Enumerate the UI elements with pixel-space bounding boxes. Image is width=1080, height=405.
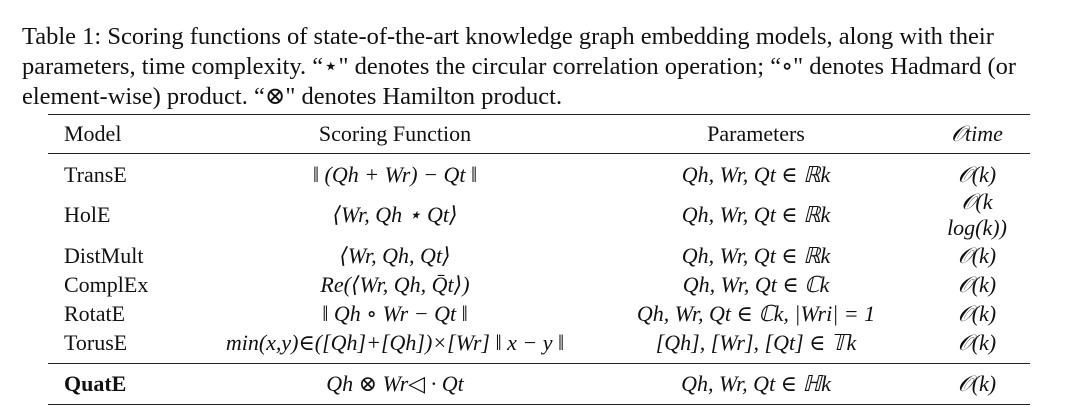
baseline-models xyxy=(48,154,1030,364)
table-row-quate xyxy=(48,364,1030,405)
parameters: Qh, Wr, Qt ∈ ℝk xyxy=(681,202,831,227)
parameters: [Qh], [Wr], [Qt] ∈ 𝕋k xyxy=(655,329,857,355)
time-complexity: 𝒪(k log(k)) xyxy=(947,189,1007,240)
scoring-function: ‖ Qh ∘ Wr − Qt ‖ xyxy=(322,300,468,326)
parameters: Qh, Wr, Qt ∈ ℝk xyxy=(681,242,831,268)
parameters: Qh, Wr, Qt ∈ ℍk xyxy=(681,371,831,396)
time-complexity: 𝒪(k) xyxy=(957,300,997,326)
table-row xyxy=(48,241,1030,270)
table-row xyxy=(48,189,1030,241)
model-name: TransE xyxy=(64,161,127,187)
scoring-function: ⟨Wr, Qh ⋆ Qt⟩ xyxy=(332,202,458,227)
scoring-function: Qh ⊗ Wr◁ · Qt xyxy=(326,371,464,396)
proposed-model xyxy=(48,364,1030,405)
parameters: Qh, Wr, Qt ∈ ℂk xyxy=(682,271,830,297)
model-name: RotatE xyxy=(64,300,126,326)
table-header-row xyxy=(48,115,1030,154)
time-complexity: 𝒪(k) xyxy=(957,329,997,355)
time-complexity: 𝒪(k) xyxy=(957,161,997,187)
table-row xyxy=(48,328,1030,364)
model-name: QuatE xyxy=(64,371,127,396)
time-complexity: 𝒪(k) xyxy=(957,271,997,297)
model-name: ComplEx xyxy=(64,271,149,297)
model-name: DistMult xyxy=(64,242,144,268)
caption-line: element-wise) product. “⊗" denotes Hamilton product. xyxy=(22,83,563,110)
parameters: Qh, Wr, Qt ∈ ℂk, |Wri| = 1 xyxy=(636,300,876,326)
header-model: Model xyxy=(64,121,122,146)
table-row xyxy=(48,299,1030,328)
model-name: TorusE xyxy=(64,329,128,355)
table-row xyxy=(48,270,1030,299)
scoring-functions-table xyxy=(48,114,1030,405)
parameters: Qh, Wr, Qt ∈ ℝk xyxy=(681,161,831,187)
caption-line: Table 1: Scoring functions of state-of-the-art knowledge graph embedding models, along with their xyxy=(22,23,994,50)
caption-line: parameters, time complexity. “⋆" denotes the circular correlation operation; “∘" denotes Hadmard (or xyxy=(22,53,1017,80)
header-time-complexity: 𝒪time xyxy=(951,121,1003,146)
time-complexity: 𝒪(k) xyxy=(957,242,997,268)
scoring-function: min(x,y)∈([Qh]+[Qh])×[Wr] ‖ x − y ‖ xyxy=(225,329,565,355)
scoring-function: Re(⟨Wr, Qh, Q̄t⟩) xyxy=(320,271,470,297)
header-parameters: Parameters xyxy=(707,121,805,146)
model-name: HolE xyxy=(64,202,111,227)
table-caption xyxy=(22,22,1067,112)
scoring-function: ‖ (Qh + Wr) − Qt ‖ xyxy=(312,161,478,187)
scoring-function: ⟨Wr, Qh, Qt⟩ xyxy=(339,242,451,268)
table-row xyxy=(48,154,1030,190)
header-scoring-function: Scoring Function xyxy=(318,121,472,146)
time-complexity: 𝒪(k) xyxy=(957,371,997,396)
